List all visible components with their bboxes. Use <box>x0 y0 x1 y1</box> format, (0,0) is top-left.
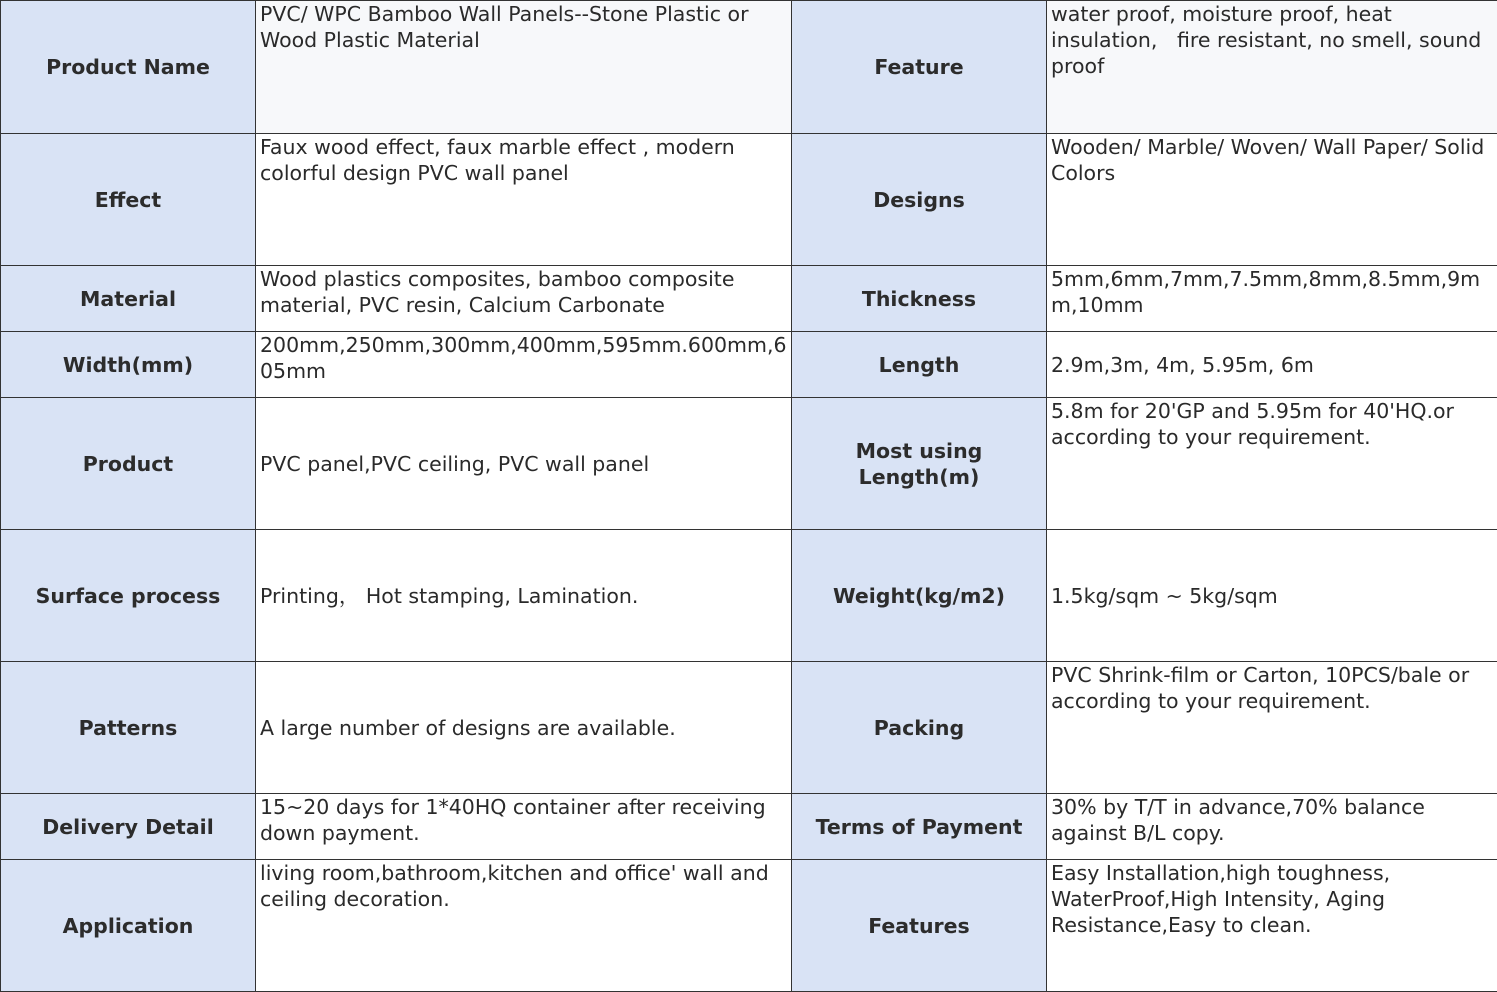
row-value-feature: water proof, moisture proof, heat insulation, fire resistant, no smell, sound proof <box>1047 1 1497 134</box>
row-value-application: living room,bathroom,kitchen and office' wall and ceiling decoration. <box>256 860 792 992</box>
row-value-delivery-detail: 15~20 days for 1*40HQ container after receiving down payment. <box>256 794 792 860</box>
row-label-features: Features <box>792 860 1047 992</box>
table-row <box>1 332 1497 398</box>
row-label-thickness: Thickness <box>792 266 1047 332</box>
row-value-width: 200mm,250mm,300mm,400mm,595mm.600mm,605mm <box>256 332 792 398</box>
row-label-terms-of-payment: Terms of Payment <box>792 794 1047 860</box>
row-label-weight: Weight(kg/m2) <box>792 530 1047 662</box>
row-label-application: Application <box>1 860 256 992</box>
row-value-weight: 1.5kg/sqm ~ 5kg/sqm <box>1047 530 1497 662</box>
row-value-designs: Wooden/ Marble/ Woven/ Wall Paper/ Solid Colors <box>1047 134 1497 266</box>
row-value-product: PVC panel,PVC ceiling, PVC wall panel <box>256 398 792 530</box>
table-row <box>1 794 1497 860</box>
table-row <box>1 398 1497 530</box>
row-value-product-name: PVC/ WPC Bamboo Wall Panels--Stone Plastic or Wood Plastic Material <box>256 1 792 134</box>
row-label-surface-process: Surface process <box>1 530 256 662</box>
row-label-length: Length <box>792 332 1047 398</box>
row-label-product: Product <box>1 398 256 530</box>
row-value-effect: Faux wood effect, faux marble effect , modern colorful design PVC wall panel <box>256 134 792 266</box>
row-label-delivery-detail: Delivery Detail <box>1 794 256 860</box>
row-label-most-using-length: Most using Length(m) <box>792 398 1047 530</box>
row-label-packing: Packing <box>792 662 1047 794</box>
row-label-product-name: Product Name <box>1 1 256 134</box>
row-value-surface-process: Printing， Hot stamping, Lamination. <box>256 530 792 662</box>
row-label-material: Material <box>1 266 256 332</box>
row-label-designs: Designs <box>792 134 1047 266</box>
row-value-material: Wood plastics composites, bamboo composite material, PVC resin, Calcium Carbonate <box>256 266 792 332</box>
row-value-features: Easy Installation,high toughness, WaterProof,High Intensity, Aging Resistance,Easy to clean. <box>1047 860 1497 992</box>
table-row <box>1 530 1497 662</box>
row-label-patterns: Patterns <box>1 662 256 794</box>
row-value-packing: PVC Shrink-film or Carton, 10PCS/bale or according to your requirement. <box>1047 662 1497 794</box>
table-row <box>1 134 1497 266</box>
table-row <box>1 1 1497 134</box>
table-row <box>1 662 1497 794</box>
row-value-most-using-length: 5.8m for 20'GP and 5.95m for 40'HQ.or according to your requirement. <box>1047 398 1497 530</box>
row-value-thickness: 5mm,6mm,7mm,7.5mm,8mm,8.5mm,9mm,10mm <box>1047 266 1497 332</box>
row-label-width: Width(mm) <box>1 332 256 398</box>
row-label-feature: Feature <box>792 1 1047 134</box>
row-value-patterns: A large number of designs are available. <box>256 662 792 794</box>
table-row <box>1 266 1497 332</box>
table-row <box>1 860 1497 992</box>
row-value-length: 2.9m,3m, 4m, 5.95m, 6m <box>1047 332 1497 398</box>
row-label-effect: Effect <box>1 134 256 266</box>
row-value-terms-of-payment: 30% by T/T in advance,70% balance against B/L copy. <box>1047 794 1497 860</box>
